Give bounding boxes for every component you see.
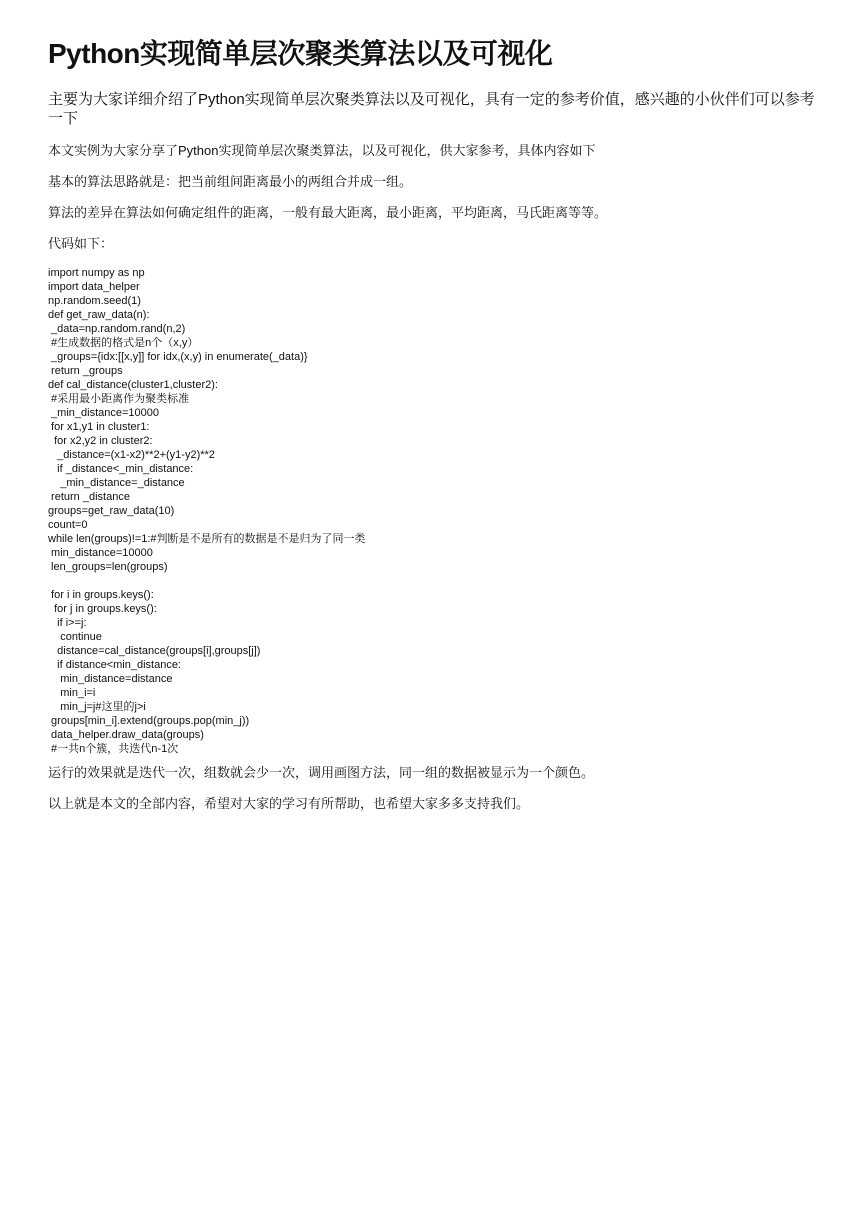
code-line: continue bbox=[48, 631, 102, 643]
code-line: for x2,y2 in cluster2: bbox=[48, 435, 153, 447]
code-block bbox=[48, 266, 818, 756]
algorithm-idea-paragraph: 基本的算法思路就是：把当前组间距离最小的两组合并成一组。 bbox=[48, 174, 413, 189]
code-line: _data=np.random.rand(n,2) bbox=[48, 323, 186, 335]
code-line: min_j=j#这里的j>i bbox=[48, 701, 146, 713]
code-line: count=0 bbox=[48, 519, 88, 531]
code-line: if distance<min_distance: bbox=[48, 659, 181, 671]
code-line: for j in groups.keys(): bbox=[48, 603, 157, 615]
code-line: _min_distance=10000 bbox=[48, 407, 159, 419]
code-line: import data_helper bbox=[48, 281, 140, 293]
algorithm-difference-paragraph: 算法的差异在算法如何确定组件的距离，一般有最大距离，最小距离，平均距离，马氏距离等等。 bbox=[48, 205, 608, 220]
article-summary: 主要为大家详细介绍了Python实现简单层次聚类算法以及可视化，具有一定的参考价值，感兴趣的小伙伴们可以参考一下 bbox=[48, 91, 815, 127]
code-line: return _distance bbox=[48, 491, 130, 503]
code-line: groups[min_i].extend(groups.pop(min_j)) bbox=[48, 715, 250, 727]
code-line: return _groups bbox=[48, 365, 123, 377]
code-line: data_helper.draw_data(groups) bbox=[48, 729, 204, 741]
code-line: len_groups=len(groups) bbox=[48, 561, 168, 573]
code-line: #采用最小距离作为聚类标准 bbox=[48, 393, 190, 405]
code-line: min_distance=distance bbox=[48, 673, 173, 685]
code-line: _min_distance=_distance bbox=[48, 477, 185, 489]
code-line: _distance=(x1-x2)**2+(y1-y2)**2 bbox=[48, 449, 215, 461]
code-line: min_i=i bbox=[48, 687, 96, 699]
code-line: for x1,y1 in cluster1: bbox=[48, 421, 150, 433]
code-line: def get_raw_data(n): bbox=[48, 309, 150, 321]
code-line: np.random.seed(1) bbox=[48, 295, 141, 307]
article-title: Python实现简单层次聚类算法以及可视化 bbox=[48, 38, 553, 69]
closing-paragraph: 以上就是本文的全部内容，希望对大家的学习有所帮助，也希望大家多多支持我们。 bbox=[48, 796, 530, 811]
code-line: for i in groups.keys(): bbox=[48, 589, 154, 601]
code-line: if _distance<_min_distance: bbox=[48, 463, 194, 475]
code-line: min_distance=10000 bbox=[48, 547, 153, 559]
result-paragraph: 运行的效果就是迭代一次，组数就会少一次，调用画图方法，同一组的数据被显示为一个颜色。 bbox=[48, 765, 595, 780]
code-line bbox=[48, 574, 818, 588]
code-line: #一共n个簇，共迭代n-1次 bbox=[48, 743, 179, 755]
intro-paragraph: 本文实例为大家分享了Python实现简单层次聚类算法，以及可视化，供大家参考，具体内容如下 bbox=[48, 143, 596, 158]
code-line: def cal_distance(cluster1,cluster2): bbox=[48, 379, 218, 391]
code-line: #生成数据的格式是n个（x,y） bbox=[48, 337, 199, 349]
code-intro: 代码如下： bbox=[48, 236, 114, 251]
code-line: _groups={idx:[[x,y]] for idx,(x,y) in enumerate(_data)} bbox=[48, 351, 308, 363]
code-line: while len(groups)!=1:#判断是不是所有的数据是不是归为了同一类 bbox=[48, 533, 366, 545]
code-line: distance=cal_distance(groups[i],groups[j]) bbox=[48, 645, 261, 657]
article bbox=[48, 36, 818, 826]
code-line: if i>=j: bbox=[48, 617, 87, 629]
code-line: groups=get_raw_data(10) bbox=[48, 505, 175, 517]
code-line: import numpy as np bbox=[48, 267, 145, 279]
